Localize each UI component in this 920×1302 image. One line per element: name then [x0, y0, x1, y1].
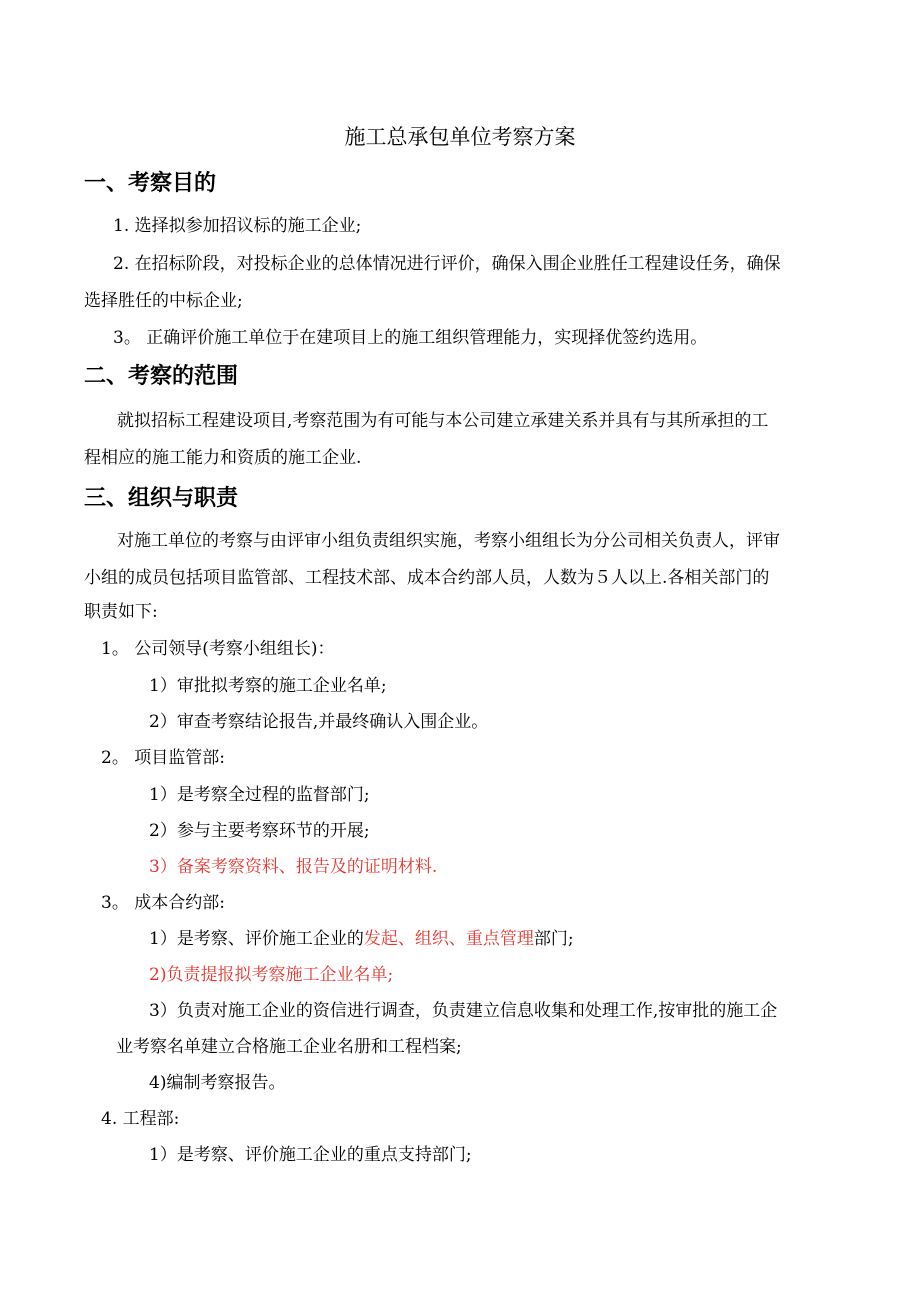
- group-3-item-1-emphasis: 发起、组织、重点管理: [363, 929, 534, 949]
- group-3-item-3: 3）负责对施工企业的资信进行调查，负责建立信息收集和处理工作,按审批的施工企: [149, 1001, 778, 1021]
- s2-line-1: 就拟招标工程建设项目,考察范围为有可能与本公司建立承建关系并具有与其所承担的工: [117, 411, 769, 431]
- group-2-head: 2。 项目监管部:: [101, 748, 225, 768]
- s3-intro-2: 小组的成员包括项目监管部、工程技术部、成本合约部人员，人数为５人以上.各相关部门的: [84, 568, 770, 588]
- group-3-head: 3。 成本合约部:: [101, 893, 225, 913]
- group-2-item-1: 1）是考察全过程的监督部门;: [149, 785, 370, 805]
- group-1-item-2: 2）审查考察结论报告,并最终确认入围企业。: [149, 712, 489, 732]
- group-3-item-1: [149, 927, 574, 951]
- group-3-item-4: 4)编制考察报告。: [149, 1073, 286, 1093]
- group-2-item-3: 3）备案考察资料、报告及的证明材料.: [149, 857, 438, 877]
- s1-item-2: 2. 在招标阶段，对投标企业的总体情况进行评价，确保入围企业胜任工程建设任务，确保: [113, 254, 781, 274]
- s1-item-1: 1. 选择拟参加招议标的施工企业;: [113, 216, 362, 236]
- section-1-heading: 一、考察目的: [84, 171, 217, 196]
- section-2-heading: 二、考察的范围: [84, 364, 239, 389]
- group-3-item-2: 2)负责提报拟考察施工企业名单;: [149, 965, 394, 985]
- s1-item-3: 3。 正确评价施工单位于在建项目上的施工组织管理能力，实现择优签约选用。: [113, 328, 708, 348]
- s2-line-2: 程相应的施工能力和资质的施工企业.: [84, 448, 362, 468]
- group-4-item-1: 1）是考察、评价施工企业的重点支持部门;: [149, 1145, 472, 1165]
- group-3-item-3-cont: 业考察名单建立合格施工企业名册和工程档案;: [116, 1037, 462, 1057]
- group-4-head: 4. 工程部:: [101, 1109, 180, 1129]
- s1-item-2-cont: 选择胜任的中标企业;: [84, 291, 243, 311]
- section-3-heading: 三、组织与职责: [84, 486, 239, 511]
- group-2-item-2: 2）参与主要考察环节的开展;: [149, 821, 370, 841]
- group-3-item-1-post: 部门;: [533, 929, 574, 949]
- document-title: 施工总承包单位考察方案: [344, 125, 576, 149]
- s3-intro-3: 职责如下:: [84, 602, 158, 622]
- group-1-item-1: 1）审批拟考察的施工企业名单;: [149, 676, 387, 696]
- group-1-head: 1。 公司领导(考察小组组长)：: [101, 639, 335, 659]
- group-3-item-1-pre: 1）是考察、评价施工企业的: [149, 929, 364, 949]
- s3-intro-1: 对施工单位的考察与由评审小组负责组织实施，考察小组组长为分公司相关负责人，评审: [117, 531, 780, 551]
